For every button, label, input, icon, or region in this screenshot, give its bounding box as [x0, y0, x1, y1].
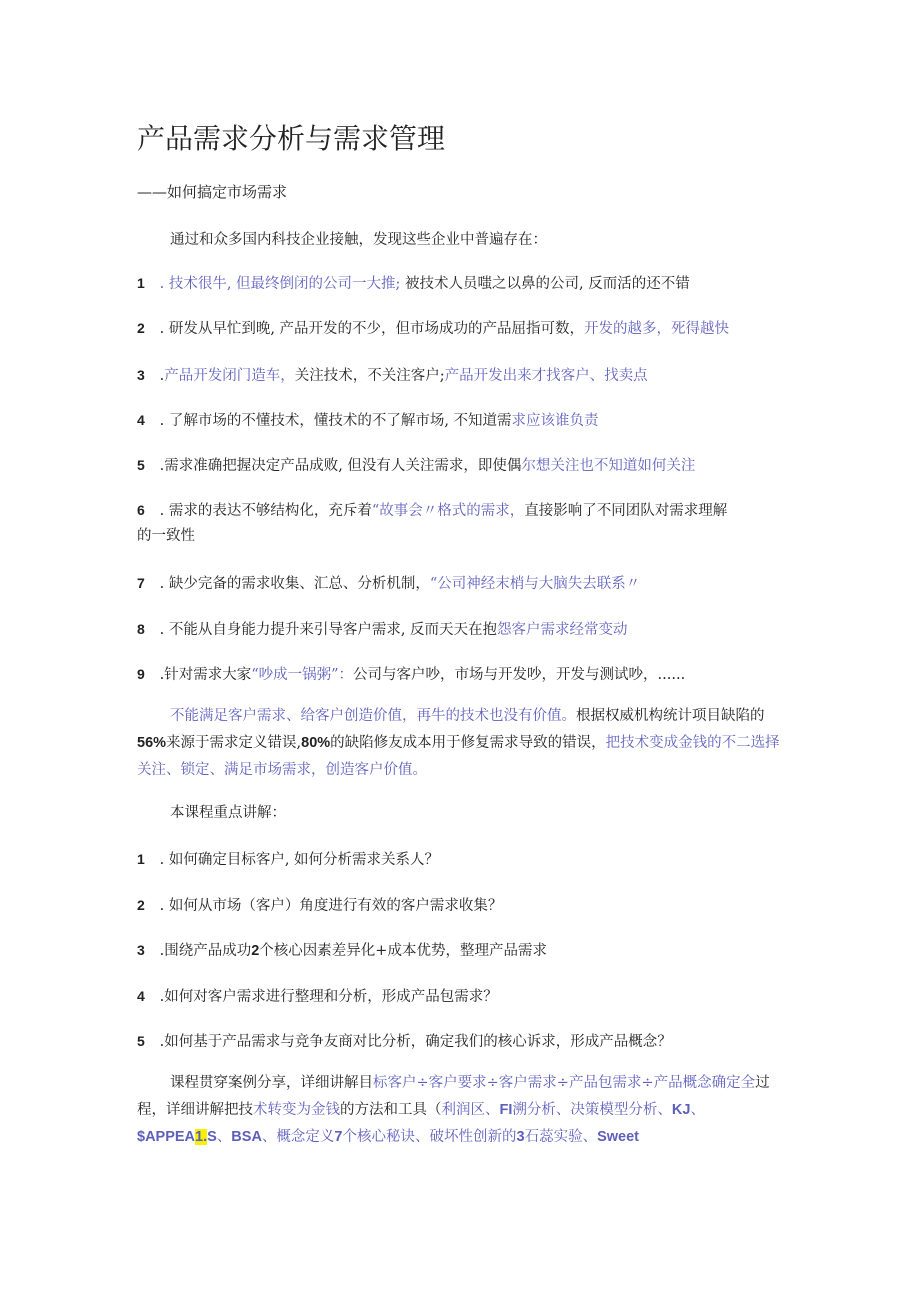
item-highlight: “故事会〃格式的需求， [371, 503, 525, 519]
item-text: 被技术人员嗤之以鼻的公司, 反而活的还不错 [400, 276, 690, 292]
closing-text: 的方法和工具（ [340, 1102, 442, 1118]
item-text: . 需求的表达不够结构化，充斥着 [159, 503, 372, 519]
item-text: . 研发从早忙到晚, 产品开发的不少，但市场成功的产品屈指可数， [159, 321, 585, 337]
stat-value: 56% [137, 735, 167, 751]
item-text: . [159, 368, 165, 384]
closing-highlight: 标客户÷客户要求÷客户需求÷产品包需求÷产品概念确定全 [373, 1075, 756, 1091]
summary-highlight: 把技术变成金钱的不二选择关注、锁定、满足市场需求，创造客户价值。 [137, 735, 780, 778]
highlighted-mark: 1. [195, 1129, 208, 1145]
problem-item [137, 663, 685, 684]
problem-item [137, 454, 695, 475]
course-item [137, 939, 547, 960]
closing-highlight: 石蕊实验、 [524, 1129, 598, 1145]
closing-highlight: 个核心秘诀、破坏性创新的 [342, 1129, 517, 1145]
course-item [137, 1030, 672, 1051]
item-number: 7 [137, 575, 145, 591]
item-number: 6 [137, 502, 145, 518]
item-number: 3 [137, 942, 145, 958]
item-number: 8 [137, 621, 145, 637]
summary-paragraph [137, 703, 787, 784]
tool-name: BSA [231, 1129, 262, 1145]
item-number: 5 [137, 1033, 145, 1049]
item-number: 1 [137, 851, 145, 867]
item-highlight: 尔想关注也不知道如何关注 [521, 458, 696, 474]
page-title: 产品需求分析与需求管理 [137, 122, 446, 155]
item-number: 3 [137, 367, 145, 383]
problem-item [137, 409, 599, 430]
course-item [137, 985, 498, 1006]
problem-item [137, 618, 628, 639]
closing-paragraph [137, 1070, 787, 1151]
tool-name: FI [499, 1102, 513, 1118]
item-highlight: 产品开发出来才找客户、找卖点 [444, 368, 648, 384]
closing-highlight: 溯分析、决策模型分析、 [512, 1102, 672, 1118]
item-number: 5 [137, 457, 145, 473]
item-number: 2 [137, 320, 145, 336]
intro-text: 通过和众多国内科技企业接触，发现这些企业中普遍存在： [170, 232, 547, 248]
item-highlight: 求应该谁负责 [511, 413, 599, 429]
item-highlight: “吵成一锅粥”： [251, 667, 354, 683]
closing-highlight: 利润区、 [441, 1102, 500, 1118]
summary-text: 的缺陷修友成本用于修复需求导致的错误， [330, 735, 606, 751]
item-number: 9 [137, 666, 145, 682]
item-text: 关注技术，不关注客户; [294, 368, 445, 384]
problem-item [137, 317, 729, 338]
course-item [137, 848, 439, 869]
item-text: 个核心因素差异化+成本优势，整理产品需求 [259, 943, 547, 959]
item-text: . 如何从市场（客户）角度进行有效的客户需求收集？ [159, 898, 503, 914]
tool-name: $APPEA [137, 1129, 196, 1145]
item-text: . 不能从自身能力提升来引导客户需求, 反而天天在抱 [159, 622, 498, 638]
closing-highlight: 、 [216, 1129, 232, 1145]
item-text: . 了解市场的不懂技术，懂技术的不了解市场, 不知道需 [159, 413, 512, 429]
item-number: 1 [137, 275, 145, 291]
closing-highlight: 术转变为金钱 [253, 1102, 340, 1118]
item-number: 4 [137, 988, 145, 1004]
closing-text: 过程，详细讲解把技 [137, 1075, 770, 1118]
subtitle: ——如何搞定市场需求 [137, 183, 288, 201]
item-number: 4 [137, 412, 145, 428]
item-highlight: “公司神经末梢与大脑失去联系〃 [429, 576, 641, 592]
summary-highlight: 不能满足客户需求、给客户创造价值，再牛的技术也没有价值。 [170, 708, 576, 724]
summary-text: 根据权威机构统计项目缺陷的 [576, 708, 765, 724]
item-highlight: 怨客户需求经常变动 [497, 622, 628, 638]
tool-name: S [207, 1129, 217, 1145]
item-text: .针对需求大家 [159, 667, 252, 683]
item-highlight: 产品开发闭门造车， [164, 368, 295, 384]
item-text: . 缺少完备的需求收集、汇总、分析机制， [159, 576, 430, 592]
tool-name: 3 [516, 1129, 525, 1145]
tool-name: KJ [671, 1102, 691, 1118]
item-text: . 如何确定目标客户, 如何分析需求关系人？ [159, 852, 440, 868]
closing-text: 课程贯穿案例分享，详细讲解目 [170, 1075, 373, 1091]
tool-name: Sweet [597, 1129, 639, 1145]
item-number-inline: 2 [251, 943, 260, 959]
item-text: 公司与客户吵，市场与开发吵，开发与测试吵，...... [353, 667, 686, 683]
item-number: 2 [137, 897, 145, 913]
problem-item [137, 572, 640, 593]
closing-highlight: 、 [690, 1102, 705, 1118]
summary-text: 来源于需求定义错误, [166, 735, 302, 751]
item-text: .如何对客户需求进行整理和分析，形成产品包需求？ [159, 989, 498, 1005]
problem-item [137, 272, 690, 293]
problem-item [137, 499, 727, 520]
tool-name: 7 [334, 1129, 343, 1145]
closing-highlight: 、概念定义 [261, 1129, 335, 1145]
item-highlight: . 技术很牛, 但最终倒闭的公司一大推; [159, 276, 401, 292]
item-highlight: 开发的越多，死得越快 [584, 321, 730, 337]
item-text: .如何基于产品需求与竞争友商对比分析，确定我们的核心诉求，形成产品概念？ [159, 1034, 672, 1050]
problem-item-continuation: 的一致性 [137, 528, 195, 544]
stat-value: 80% [301, 735, 331, 751]
item-text: .需求准确把握决定产品成败, 但没有人关注需求，即使偶 [159, 458, 522, 474]
item-text: .围绕产品成功 [159, 943, 252, 959]
item-text: 直接影响了不同团队对需求理解 [524, 503, 728, 519]
course-heading: 本课程重点讲解： [170, 805, 286, 821]
problem-item [137, 364, 648, 385]
course-item [137, 894, 502, 915]
